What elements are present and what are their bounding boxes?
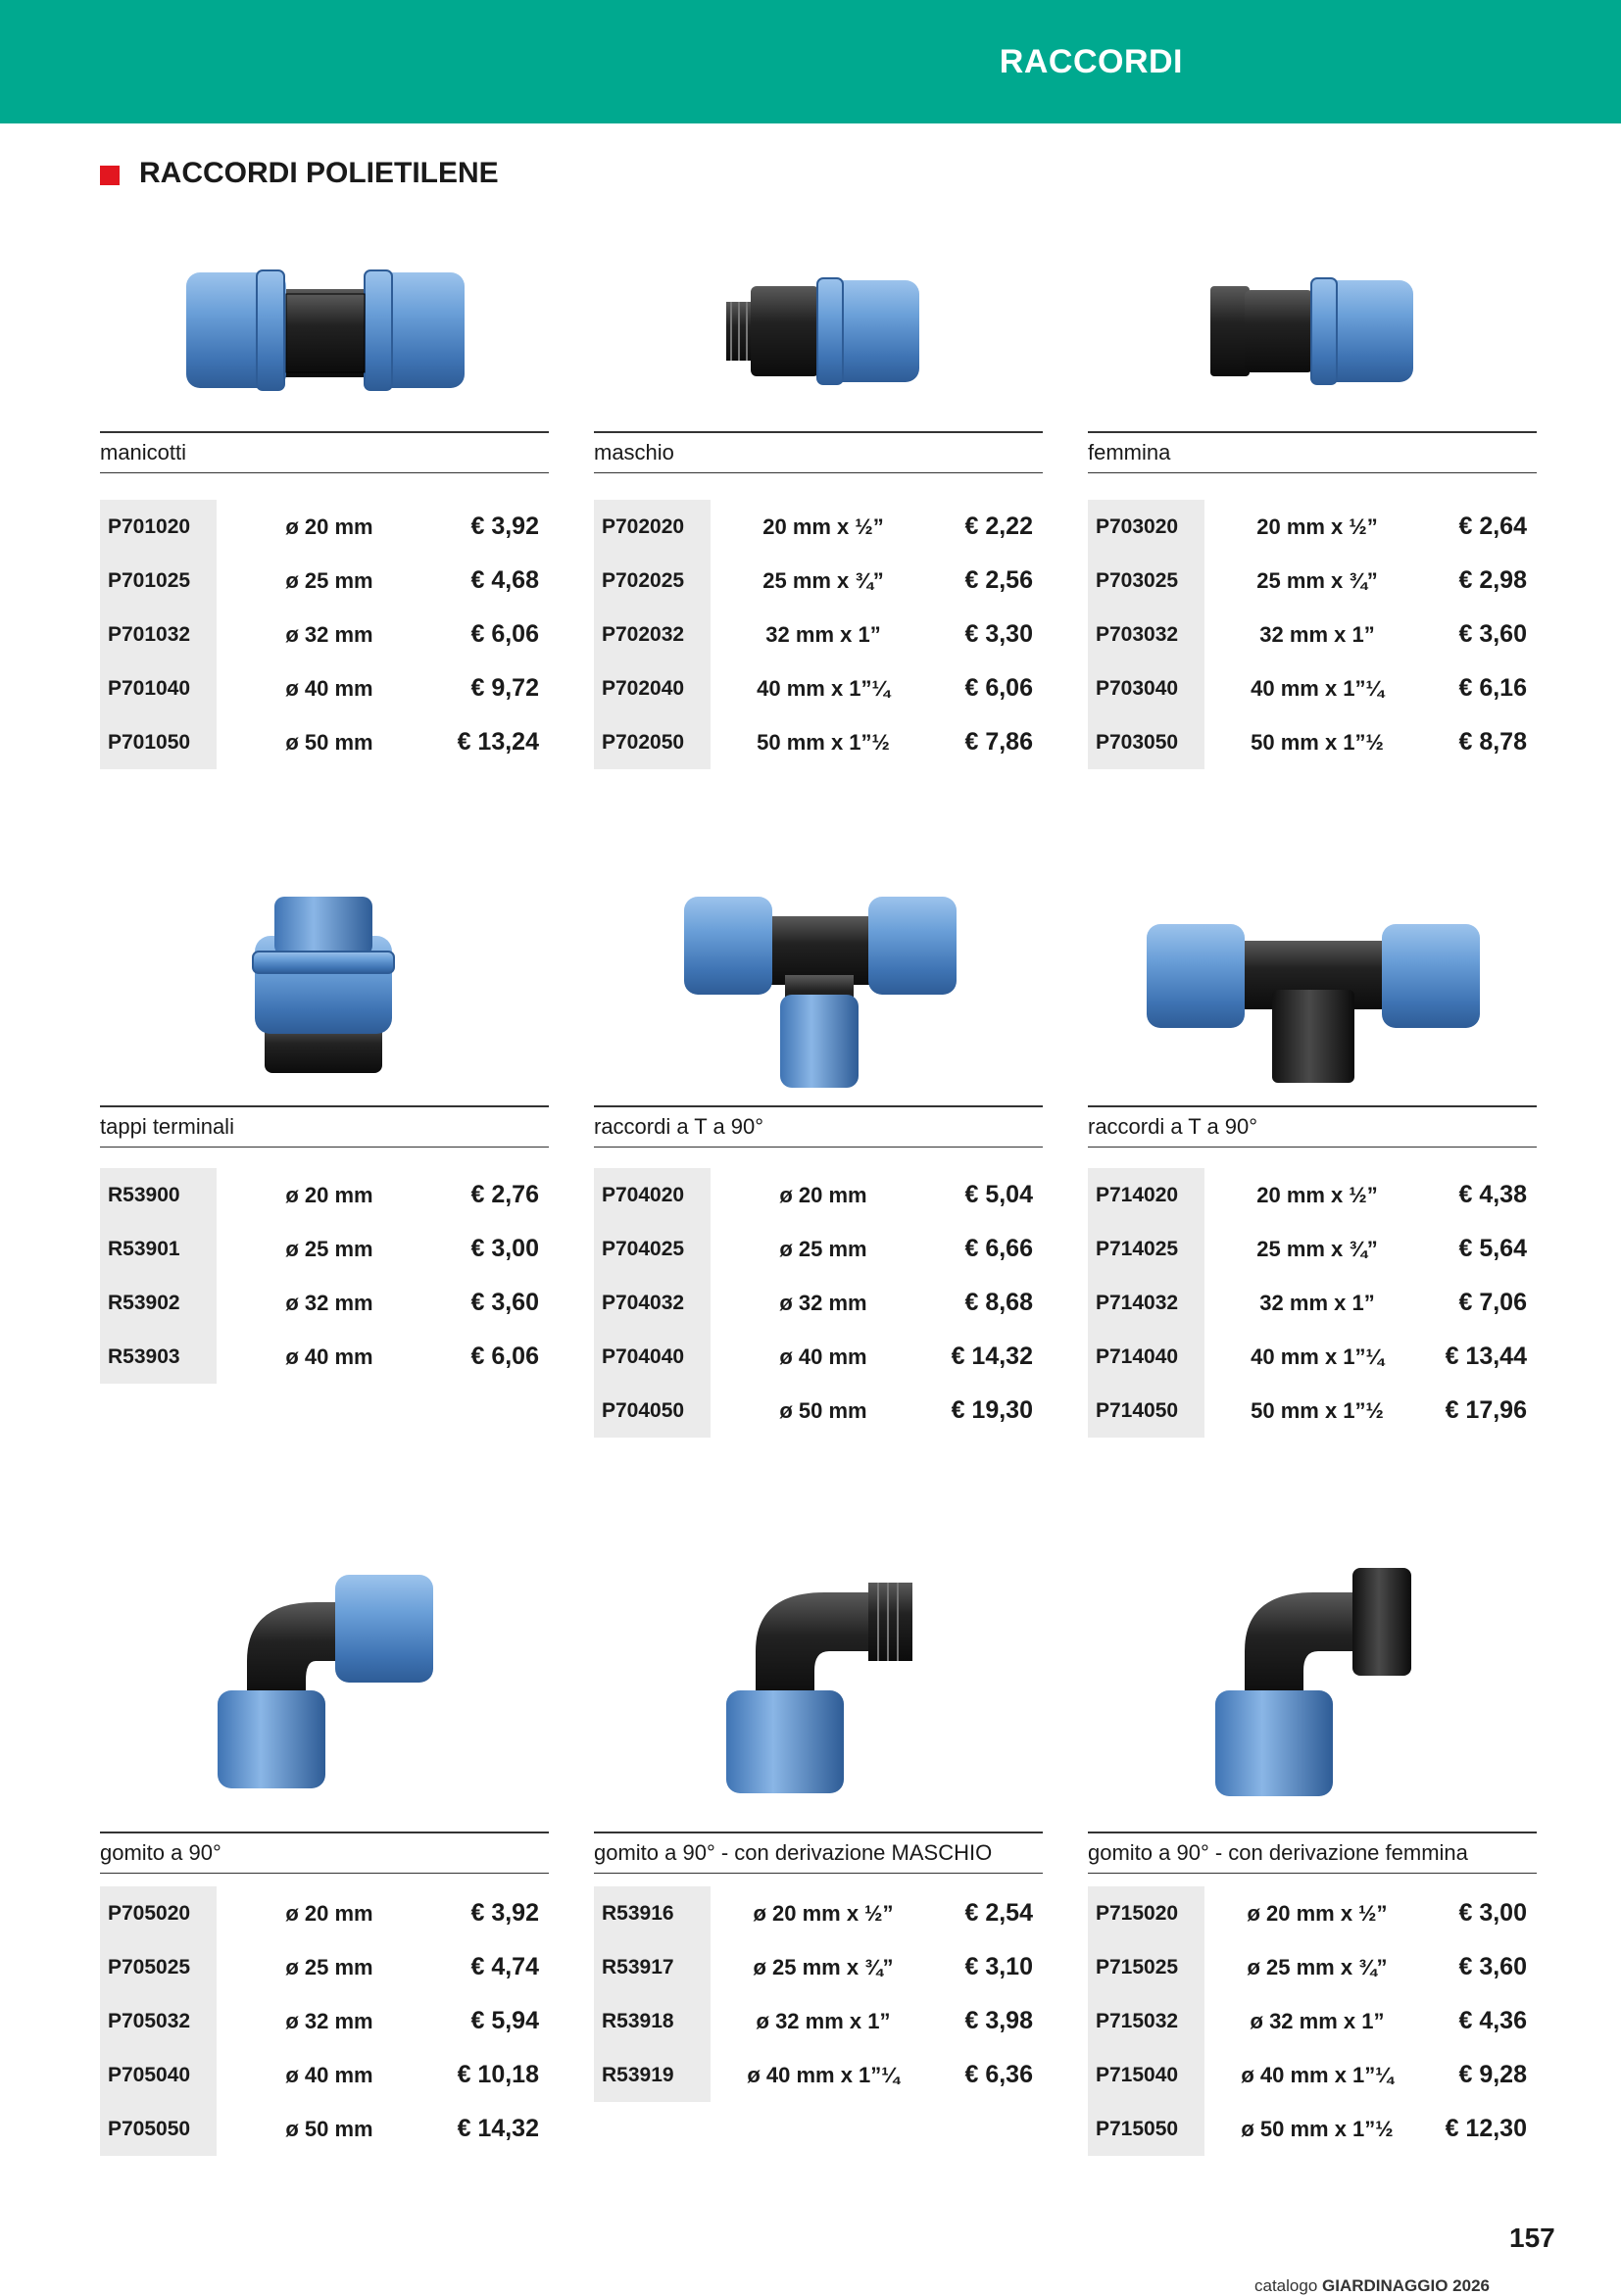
product-size: ø 40 mm	[285, 676, 373, 701]
price-row	[100, 1994, 549, 2048]
product-code: P715025	[1088, 1940, 1204, 1994]
price-row	[100, 1168, 549, 1222]
product-size: ø 50 mm x 1”½	[1241, 2117, 1394, 2141]
price-row	[100, 1330, 549, 1384]
price-row	[1088, 1330, 1537, 1384]
product-price: € 3,60	[1458, 1953, 1527, 1980]
product-code: P704025	[594, 1222, 711, 1276]
product-size: ø 40 mm x 1”¼	[1241, 2063, 1394, 2087]
product-size: ø 25 mm x ¾”	[753, 1955, 894, 1979]
price-row	[100, 715, 549, 769]
product-size: 25 mm x ¾”	[1256, 568, 1378, 593]
product-label: maschio	[594, 431, 1043, 473]
product-size: ø 40 mm	[285, 1344, 373, 1369]
product-size: 32 mm x 1”	[1259, 622, 1375, 647]
product-code: P701020	[100, 500, 217, 554]
coupling-icon	[100, 196, 549, 461]
product-size: ø 25 mm	[779, 1237, 867, 1261]
product-price: € 4,36	[1458, 2007, 1527, 2034]
product-code: R53916	[594, 1886, 711, 1940]
price-row	[1088, 2048, 1537, 2102]
product-code: P705020	[100, 1886, 217, 1940]
product-size: ø 32 mm	[285, 622, 373, 647]
price-row	[594, 1886, 1043, 1940]
price-row	[100, 2102, 549, 2156]
product-label: femmina	[1088, 431, 1537, 473]
price-row	[1088, 1222, 1537, 1276]
price-row	[1088, 2102, 1537, 2156]
product-size: ø 50 mm	[285, 2117, 373, 2141]
product-size: ø 40 mm x 1”¼	[747, 2063, 900, 2087]
price-row	[1088, 661, 1537, 715]
price-table	[1088, 500, 1537, 769]
product-price: € 6,16	[1458, 674, 1527, 702]
section-marker	[100, 166, 120, 185]
price-row	[1088, 1994, 1537, 2048]
product-price: € 3,60	[1458, 620, 1527, 648]
product-price: € 17,96	[1445, 1396, 1527, 1424]
product-code: P702025	[594, 554, 711, 608]
product-label: raccordi a T a 90°	[1088, 1105, 1537, 1148]
price-row	[100, 661, 549, 715]
elbow-female-icon	[1088, 1553, 1537, 1818]
price-row	[594, 715, 1043, 769]
product-price: € 4,74	[470, 1953, 539, 1980]
product-size: 25 mm x ¾”	[1256, 1237, 1378, 1261]
product-code: P714040	[1088, 1330, 1204, 1384]
product-price: € 9,72	[470, 674, 539, 702]
product-code: P702032	[594, 608, 711, 661]
product-size: 40 mm x 1”¼	[1251, 1344, 1384, 1369]
male-adapter-icon	[594, 196, 1043, 461]
product-code: R53919	[594, 2048, 711, 2102]
product-size: ø 25 mm	[285, 568, 373, 593]
product-code: P701032	[100, 608, 217, 661]
price-row	[594, 1384, 1043, 1438]
product-price: € 13,44	[1445, 1343, 1527, 1370]
product-label: gomito a 90° - con derivazione MASCHIO	[594, 1832, 1043, 1874]
product-code: P703040	[1088, 661, 1204, 715]
product-price: € 9,28	[1458, 2061, 1527, 2088]
product-code: R53917	[594, 1940, 711, 1994]
price-row	[100, 554, 549, 608]
product-size: ø 32 mm	[779, 1291, 867, 1315]
product-price: € 3,92	[470, 1899, 539, 1927]
product-price: € 3,00	[1458, 1899, 1527, 1927]
product-code: P715040	[1088, 2048, 1204, 2102]
product-size: ø 20 mm x ½”	[753, 1901, 894, 1926]
product-code: P705050	[100, 2102, 217, 2156]
product-price: € 2,76	[470, 1181, 539, 1208]
product-code: P704050	[594, 1384, 711, 1438]
section-title: RACCORDI POLIETILENE	[139, 157, 499, 189]
product-size: ø 20 mm x ½”	[1247, 1901, 1388, 1926]
price-row	[100, 1276, 549, 1330]
product-code: P703020	[1088, 500, 1204, 554]
price-row	[1088, 1276, 1537, 1330]
footer-catalog	[1254, 2276, 1490, 2296]
product-price: € 14,32	[951, 1343, 1033, 1370]
price-row	[594, 1276, 1043, 1330]
product-price: € 12,30	[1445, 2115, 1527, 2142]
price-row	[1088, 1384, 1537, 1438]
product-price: € 5,94	[470, 2007, 539, 2034]
page-number: 157	[1509, 2223, 1555, 2253]
product-size: ø 20 mm	[285, 514, 373, 539]
price-row	[594, 1994, 1043, 2048]
price-row	[594, 608, 1043, 661]
footer-catalog-name: GIARDINAGGIO	[1322, 2276, 1453, 2295]
product-size: 50 mm x 1”½	[757, 730, 890, 755]
price-row	[1088, 1886, 1537, 1940]
product-size: 50 mm x 1”½	[1251, 730, 1384, 755]
product-size: ø 32 mm x 1”	[1250, 2009, 1385, 2033]
product-price: € 4,68	[470, 566, 539, 594]
product-size: ø 20 mm	[779, 1183, 867, 1207]
price-table	[100, 500, 549, 769]
price-row	[1088, 1940, 1537, 1994]
price-table	[100, 1168, 549, 1384]
price-row	[1088, 608, 1537, 661]
price-table	[594, 1886, 1043, 2102]
product-label: tappi terminali	[100, 1105, 549, 1148]
product-label: raccordi a T a 90°	[594, 1105, 1043, 1148]
product-size: ø 40 mm	[779, 1344, 867, 1369]
price-table	[100, 1886, 549, 2156]
product-price: € 3,92	[470, 513, 539, 540]
product-code: P715020	[1088, 1886, 1204, 1940]
product-price: € 2,64	[1458, 513, 1527, 540]
price-table	[1088, 1168, 1537, 1438]
price-row	[1088, 500, 1537, 554]
price-row	[594, 1330, 1043, 1384]
footer-year: 2026	[1452, 2276, 1490, 2295]
price-table	[594, 1168, 1043, 1438]
product-price: € 13,24	[457, 728, 539, 756]
header-bar	[0, 0, 1621, 123]
product-code: P705025	[100, 1940, 217, 1994]
product-size: 25 mm x ¾”	[762, 568, 884, 593]
product-code: P703050	[1088, 715, 1204, 769]
product-price: € 3,98	[964, 2007, 1033, 2034]
product-size: ø 25 mm x ¾”	[1247, 1955, 1388, 1979]
product-code: P703032	[1088, 608, 1204, 661]
product-code: P714025	[1088, 1222, 1204, 1276]
product-code: P705032	[100, 1994, 217, 2048]
product-code: R53918	[594, 1994, 711, 2048]
product-size: ø 32 mm	[285, 2009, 373, 2033]
product-price: € 5,04	[964, 1181, 1033, 1208]
product-code: P704020	[594, 1168, 711, 1222]
price-row	[100, 500, 549, 554]
product-size: 32 mm x 1”	[1259, 1291, 1375, 1315]
product-code: P714050	[1088, 1384, 1204, 1438]
product-price: € 5,64	[1458, 1235, 1527, 1262]
product-price: € 8,78	[1458, 728, 1527, 756]
price-table	[594, 500, 1043, 769]
price-row	[594, 500, 1043, 554]
product-label: manicotti	[100, 431, 549, 473]
product-price: € 8,68	[964, 1289, 1033, 1316]
price-row	[1088, 554, 1537, 608]
product-code: P702020	[594, 500, 711, 554]
product-price: € 3,60	[470, 1289, 539, 1316]
header-title: RACCORDI	[999, 43, 1183, 80]
product-code: R53902	[100, 1276, 217, 1330]
price-row	[1088, 1168, 1537, 1222]
product-code: P705040	[100, 2048, 217, 2102]
product-size: 20 mm x ½”	[1256, 1183, 1378, 1207]
product-price: € 7,86	[964, 728, 1033, 756]
price-row	[594, 2048, 1043, 2102]
product-code: R53903	[100, 1330, 217, 1384]
product-price: € 3,00	[470, 1235, 539, 1262]
product-price: € 2,54	[964, 1899, 1033, 1927]
price-row	[594, 1940, 1043, 1994]
product-code: P704040	[594, 1330, 711, 1384]
price-row	[594, 661, 1043, 715]
product-price: € 10,18	[457, 2061, 539, 2088]
end-cap-icon	[100, 867, 549, 1132]
product-price: € 6,36	[964, 2061, 1033, 2088]
price-row	[100, 608, 549, 661]
price-row	[594, 554, 1043, 608]
product-size: 20 mm x ½”	[762, 514, 884, 539]
product-code: P701025	[100, 554, 217, 608]
product-size: ø 25 mm	[285, 1955, 373, 1979]
product-price: € 6,66	[964, 1235, 1033, 1262]
tee-female-icon	[1088, 867, 1537, 1132]
product-size: 40 mm x 1”¼	[757, 676, 890, 701]
product-price: € 7,06	[1458, 1289, 1527, 1316]
product-code: P704032	[594, 1276, 711, 1330]
product-code: P714020	[1088, 1168, 1204, 1222]
product-price: € 19,30	[951, 1396, 1033, 1424]
tee-fitting-icon	[594, 867, 1043, 1132]
female-adapter-icon	[1088, 196, 1537, 461]
product-size: ø 32 mm	[285, 1291, 373, 1315]
product-size: ø 50 mm	[779, 1398, 867, 1423]
product-code: P701050	[100, 715, 217, 769]
price-row	[594, 1168, 1043, 1222]
product-price: € 2,98	[1458, 566, 1527, 594]
product-size: ø 20 mm	[285, 1183, 373, 1207]
price-row	[594, 1222, 1043, 1276]
product-code: R53901	[100, 1222, 217, 1276]
product-label: gomito a 90° - con derivazione femmina	[1088, 1832, 1537, 1874]
product-price: € 14,32	[457, 2115, 539, 2142]
price-table	[1088, 1886, 1537, 2156]
product-label: gomito a 90°	[100, 1832, 549, 1874]
product-size: ø 32 mm x 1”	[756, 2009, 891, 2033]
elbow-male-icon	[594, 1553, 1043, 1818]
product-price: € 3,10	[964, 1953, 1033, 1980]
product-code: P714032	[1088, 1276, 1204, 1330]
product-code: R53900	[100, 1168, 217, 1222]
product-price: € 2,22	[964, 513, 1033, 540]
product-price: € 6,06	[470, 620, 539, 648]
product-price: € 3,30	[964, 620, 1033, 648]
elbow-icon	[100, 1553, 549, 1818]
footer-catalog-prefix: catalogo	[1254, 2276, 1322, 2295]
product-price: € 6,06	[964, 674, 1033, 702]
price-row	[1088, 715, 1537, 769]
product-price: € 6,06	[470, 1343, 539, 1370]
product-size: 50 mm x 1”½	[1251, 1398, 1384, 1423]
price-row	[100, 2048, 549, 2102]
product-code: P715032	[1088, 1994, 1204, 2048]
product-code: P703025	[1088, 554, 1204, 608]
product-size: 20 mm x ½”	[1256, 514, 1378, 539]
product-code: P715050	[1088, 2102, 1204, 2156]
product-code: P702040	[594, 661, 711, 715]
product-size: ø 50 mm	[285, 730, 373, 755]
product-code: P702050	[594, 715, 711, 769]
product-price: € 2,56	[964, 566, 1033, 594]
product-size: 32 mm x 1”	[765, 622, 881, 647]
price-row	[100, 1940, 549, 1994]
product-size: ø 20 mm	[285, 1901, 373, 1926]
product-price: € 4,38	[1458, 1181, 1527, 1208]
price-row	[100, 1222, 549, 1276]
product-size: 40 mm x 1”¼	[1251, 676, 1384, 701]
price-row	[100, 1886, 549, 1940]
product-size: ø 40 mm	[285, 2063, 373, 2087]
product-code: P701040	[100, 661, 217, 715]
product-size: ø 25 mm	[285, 1237, 373, 1261]
